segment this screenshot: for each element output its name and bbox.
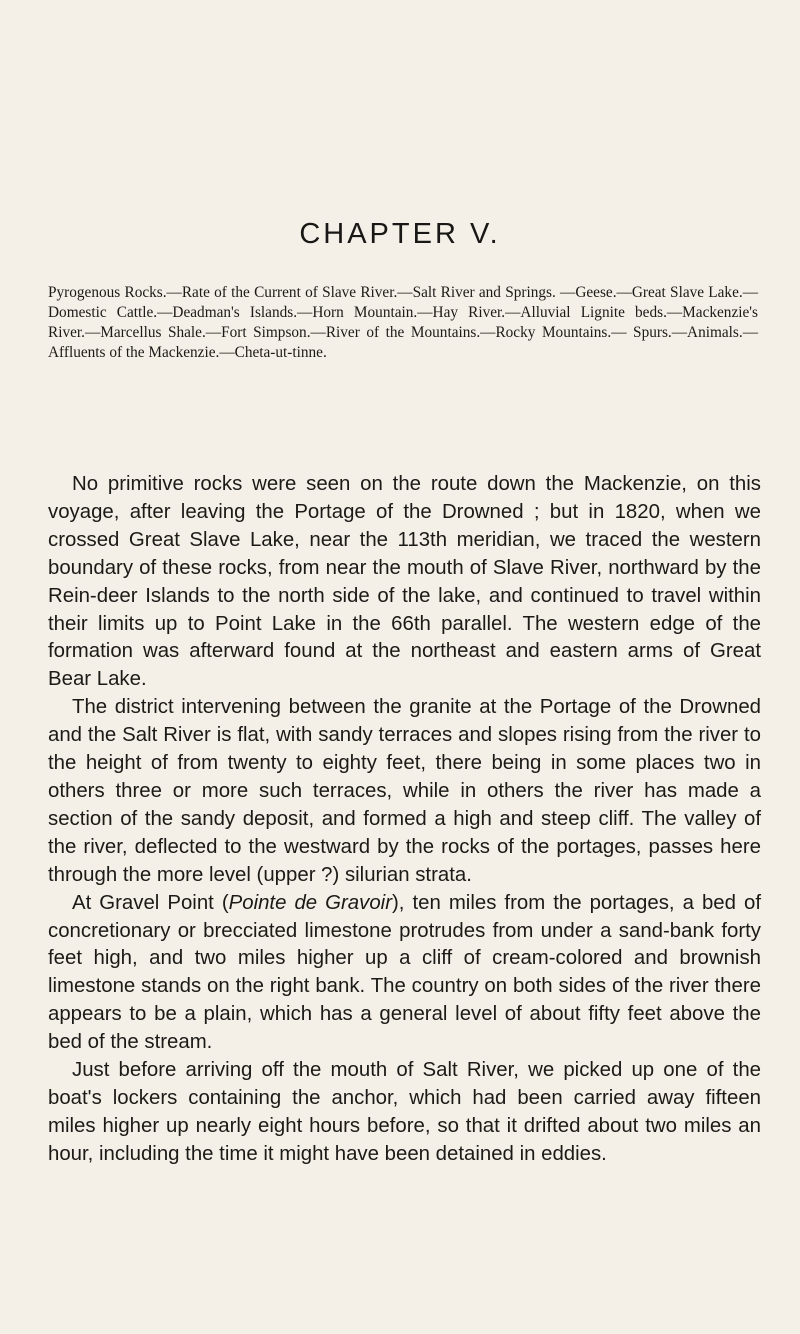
paragraph-4: Just before arriving off the mouth of Salt River, we picked up one of the boat's lockers containing the anchor, which had been carried away fifteen miles higher up nearly eight hours before, so that it drifted about two miles an hour, including the time it might have been detained in eddies. — [48, 1059, 761, 1165]
chapter-summary: Pyrogenous Rocks.—Rate of the Current of Slave River.—Salt River and Springs. —Geese.—Great Slave Lake.—Domestic Cattle.—Deadman's Islands.—Horn Mountain.—Hay River.—Alluvial Lignite beds.—Mackenzie's River.—Marcellus Shale.—Fort Simpson.—River of the Mountains.—Rocky Mountains.— Spurs.—Animals.—Affluents of the Mackenzie.—Cheta-ut-tinne. — [48, 284, 758, 361]
chapter-body — [48, 471, 761, 1169]
paragraph-3 — [48, 890, 761, 1057]
paragraph-3-start: At Gravel Point ( — [72, 891, 229, 914]
chapter-heading: CHAPTER V. — [299, 218, 501, 250]
paragraph-1: No primitive rocks were seen on the route down the Mackenzie, on this voyage, after leaving the Portage of the Drowned ; but in 1820, when we crossed Great Slave Lake, near the 113th meridian, we traced the western boundary of these rocks, from near the mouth of Slave River, northward by the Rein-deer Islands to the north side of the lake, and continued to travel within their limits up to Point Lake in the 66th parallel. The western edge of the formation was afterward found at the northeast and eastern arms of Great Bear Lake. — [48, 473, 761, 691]
paragraph-3-rest: ), ten miles from the portages, a bed of concretionary or brecciated limestone protrudes from under a sand-bank forty feet high, and two miles higher up a cliff of cream-colored and brownish limestone stands on the right bank. The country on both sides of the river there appears to be a plain, which has a general level of about fifty feet above the bed of the stream. — [48, 891, 761, 1054]
paragraph-2: The district intervening between the granite at the Portage of the Drowned and the Salt River is flat, with sandy terraces and slopes rising from the river to the height of from twenty to eighty feet, there being in some places two in others three or more such terraces, while in others the river has made a section of the sandy deposit, and formed a high and steep cliff. The valley of the river, deflected to the westward by the rocks of the portages, passes here through the more level (upper ?) silurian strata. — [48, 696, 761, 886]
paragraph-3-italic-name: Pointe de Gravoir — [228, 891, 392, 914]
